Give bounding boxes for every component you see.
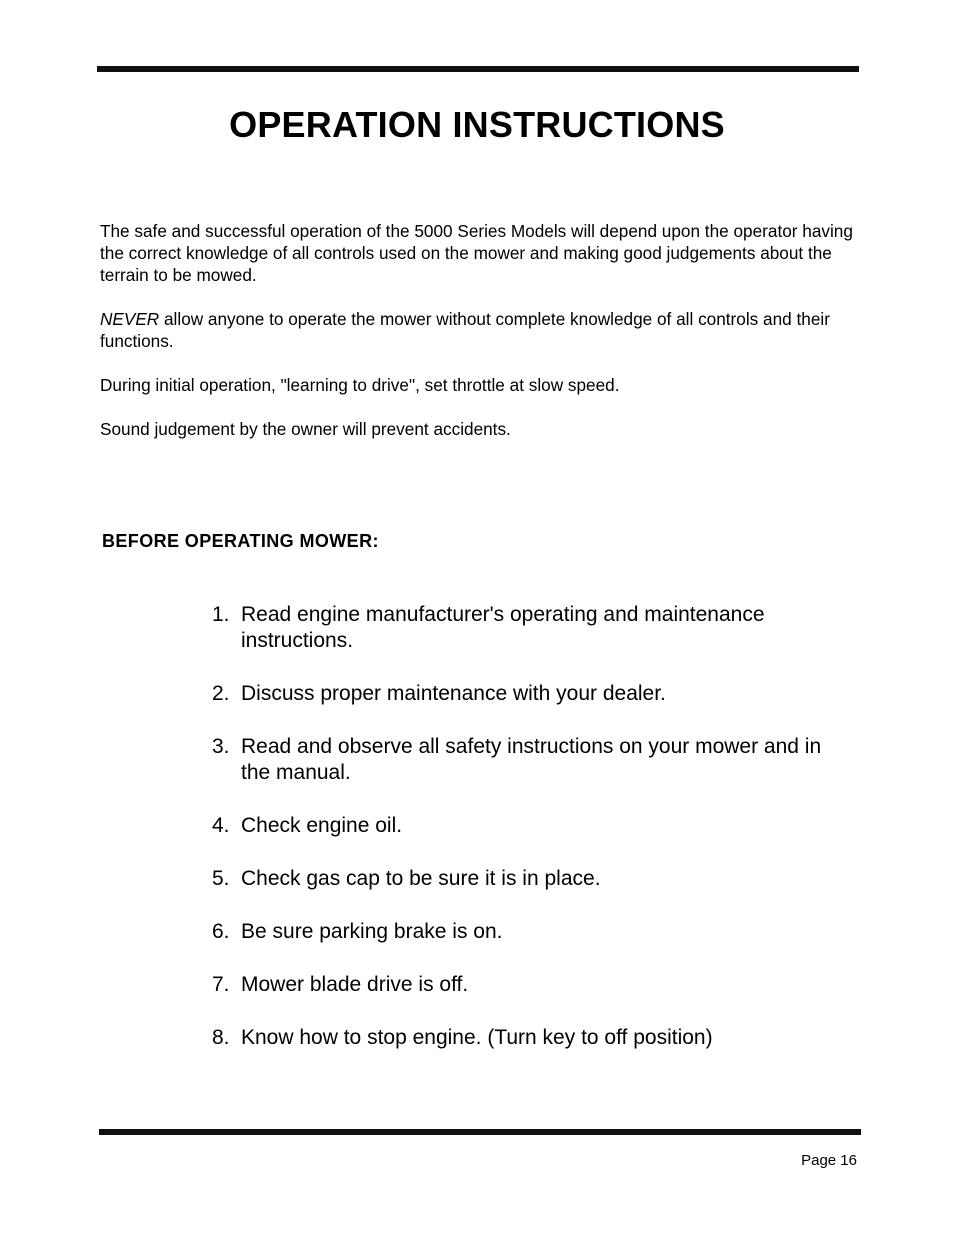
step-text: Read engine manufacturer's operating and maintenance instructions. (241, 603, 765, 652)
list-item (212, 681, 852, 707)
list-item (212, 734, 852, 786)
never-emphasis: NEVER (100, 309, 160, 329)
page-title: OPERATION INSTRUCTIONS (229, 104, 725, 145)
intro-paragraph-4: Sound judgement by the owner will prevent accidents. (100, 419, 511, 439)
list-item (212, 972, 852, 998)
step-text: Discuss proper maintenance with your dealer. (241, 682, 666, 705)
intro-paragraph-3: During initial operation, "learning to drive", set throttle at slow speed. (100, 375, 620, 395)
intro-paragraph-1: The safe and successful operation of the 5000 Series Models will depend upon the operator having the correct knowledge of all controls used on the mower and making good judgements about the terrain to be mowed. (100, 221, 853, 285)
intro-paragraph-2-text: allow anyone to operate the mower without complete knowledge of all controls and their functions. (100, 309, 830, 351)
step-number: 6. (212, 920, 230, 943)
page-number: Page 16 (801, 1152, 857, 1169)
section-heading: BEFORE OPERATING MOWER: (102, 531, 379, 551)
step-number: 7. (212, 973, 230, 996)
step-text: Read and observe all safety instructions on your mower and in the manual. (241, 735, 822, 784)
list-item (212, 1025, 852, 1051)
step-number: 8. (212, 1026, 230, 1049)
list-item (212, 919, 852, 945)
step-text: Check engine oil. (241, 814, 403, 837)
list-item (212, 866, 852, 892)
step-number: 2. (212, 682, 230, 705)
list-item (212, 602, 852, 654)
step-text: Mower blade drive is off. (241, 973, 469, 996)
step-text: Know how to stop engine. (Turn key to off position) (241, 1026, 713, 1049)
step-number: 3. (212, 735, 230, 758)
step-number: 4. (212, 814, 230, 837)
intro-paragraph-2 (100, 308, 865, 352)
intro-text (100, 220, 865, 462)
step-number: 1. (212, 603, 230, 626)
bottom-divider (99, 1129, 861, 1135)
list-item (212, 813, 852, 839)
top-divider (97, 66, 859, 72)
step-text: Check gas cap to be sure it is in place. (241, 867, 601, 890)
step-number: 5. (212, 867, 230, 890)
step-text: Be sure parking brake is on. (241, 920, 503, 943)
steps-list (212, 602, 852, 1078)
